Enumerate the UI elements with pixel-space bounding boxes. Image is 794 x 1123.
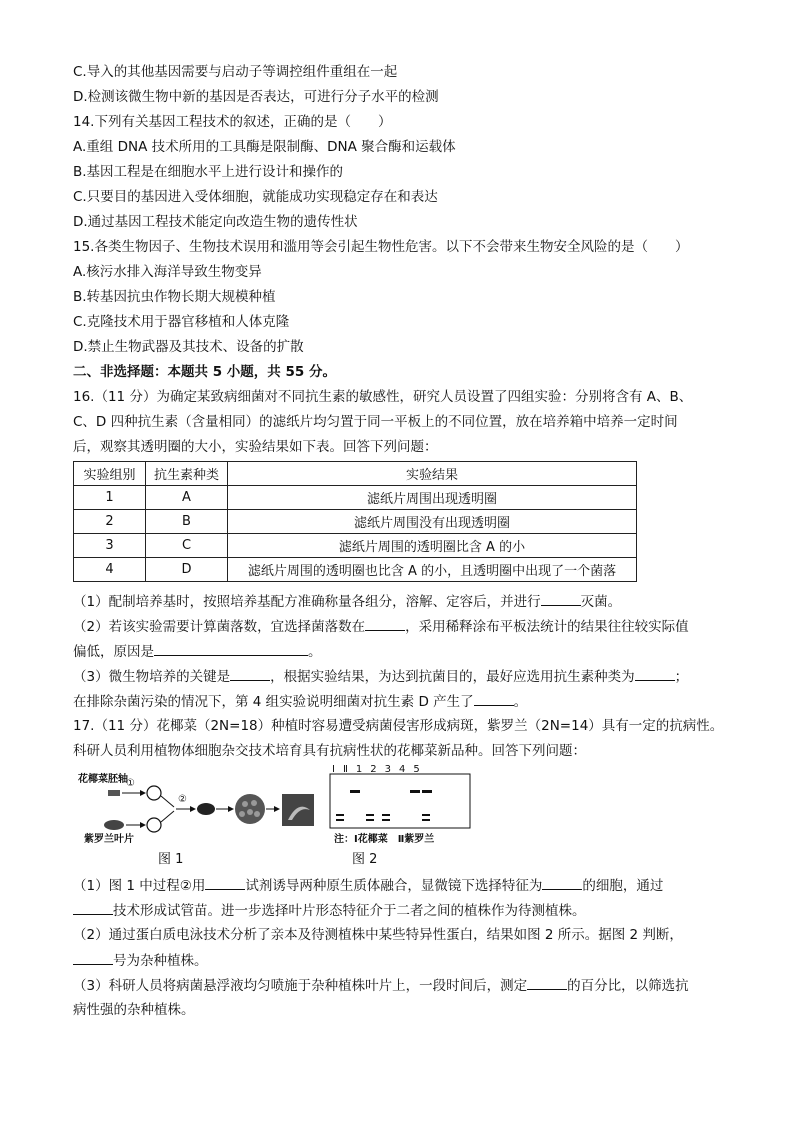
q16-intro-line: 后，观察其透明圈的大小，实验结果如下表。回答下列问题： [73, 439, 438, 455]
q17-sub3-text: （3）科研人员将病菌悬浮液均匀喷施于杂种植株叶片上，一段时间后，测定 [73, 978, 528, 994]
table-header: 实验组别 [74, 462, 146, 486]
q17-sub1-text-via: 的细胞，通过 [582, 878, 664, 894]
q16-sub2-text-cont: ，采用稀释涂布平板法统计的结果往往较实际值 [405, 619, 689, 635]
table-cell: 1 [74, 486, 146, 510]
lane-label: 1 [355, 764, 363, 775]
q16-sub3-text-semicolon: ； [674, 669, 689, 685]
protoplast-circle [147, 818, 161, 832]
table-cell: D [146, 558, 228, 582]
answer-blank[interactable] [154, 641, 308, 656]
table-cell: 滤纸片周围没有出现透明圈 [228, 510, 637, 534]
answer-blank[interactable] [527, 975, 567, 990]
gel-lane-labels [332, 764, 420, 775]
fig1-step-1: ① [126, 778, 135, 789]
q17-sub1-line2 [73, 900, 586, 921]
table-cell: B [146, 510, 228, 534]
lane-label: Ⅱ [342, 764, 348, 775]
answer-blank[interactable] [542, 875, 582, 890]
results-table [73, 461, 637, 582]
table-row [74, 534, 637, 558]
figure-1 [78, 770, 318, 845]
q16-sub3-text-d: 在排除杂菌污染的情况下，第 4 组实验说明细菌对抗生素 D 产生了 [73, 694, 474, 710]
gel-frame [330, 774, 470, 828]
gel-note: 注：Ⅰ花椰菜 Ⅱ紫罗兰 [334, 834, 435, 845]
hypocotyl-piece [108, 790, 120, 796]
protoplast-circle [147, 786, 161, 800]
answer-blank[interactable] [635, 666, 675, 681]
figure-2-caption: 图 2 [352, 852, 378, 867]
table-cell: 滤纸片周围的透明圈比含 A 的小 [228, 534, 637, 558]
q16-intro-line: 16.（11 分）为确定某致病细菌对不同抗生素的敏感性，研究人员设置了四组实验：分别将含有 A、B、 [73, 389, 693, 405]
q17-sub3-text-cont: 的百分比，以筛选抗 [567, 978, 689, 994]
q16-sub3-text-end: 。 [513, 694, 528, 710]
answer-blank[interactable] [474, 691, 514, 706]
lane-label: 4 [399, 764, 406, 775]
q13-option-c: C.导入的其他基因需要与启动子等调控组件重组在一起 [73, 64, 398, 80]
q16-sub2 [73, 616, 689, 637]
table-header: 实验结果 [228, 462, 637, 486]
fig1-step-2: ② [178, 794, 187, 805]
q17-sub1-text: （1）图 1 中过程②用 [73, 878, 206, 894]
q16-sub3-text: （3）微生物培养的关键是 [73, 669, 231, 685]
lane-label: 5 [413, 764, 420, 775]
figure-2 [326, 764, 474, 846]
q16-sub2-text: （2）若该实验需要计算菌落数，宜选择菌落数在 [73, 619, 366, 635]
section-heading: 二、非选择题：本题共 5 小题，共 55 分。 [73, 364, 336, 380]
answer-blank[interactable] [73, 950, 113, 965]
q16-sub2-text-end: 。 [308, 644, 322, 660]
q13-option-d: D.检测该微生物中新的基因是否表达，可进行分子水平的检测 [73, 89, 439, 105]
table-cell: C [146, 534, 228, 558]
figure-1-caption: 图 1 [158, 852, 184, 867]
q17-sub3 [73, 975, 689, 996]
q17-sub1-text-cont: 试剂诱导两种原生质体融合，显微镜下选择特征为 [245, 878, 543, 894]
lane-label: 3 [384, 764, 391, 775]
lane-label: 2 [370, 764, 377, 775]
answer-blank[interactable] [541, 591, 581, 606]
table-row [74, 558, 637, 582]
q15-option-c: C.克隆技术用于器官移植和人体克隆 [73, 314, 290, 330]
q17-sub1-text-end: 技术形成试管苗。进一步选择叶片形态特征介于二者之间的植株作为待测植株。 [113, 903, 586, 919]
table-header-row [74, 462, 637, 486]
q16-sub2-line2 [73, 641, 322, 662]
table-row [74, 486, 637, 510]
table-row [74, 510, 637, 534]
q16-sub3-line2 [73, 691, 527, 712]
q16-intro-line: C、D 四种抗生素（含量相同）的滤纸片均匀置于同一平板上的不同位置，放在培养箱中培养一定时间 [73, 414, 678, 430]
q17-sub2: （2）通过蛋白质电泳技术分析了亲本及待测植株中某些特异性蛋白，结果如图 2 所示。据图 2 判断， [73, 927, 683, 943]
fig1-label-hypocotyl: 花椰菜胚轴 [78, 774, 128, 785]
q16-sub2-text-reason: 偏低，原因是 [73, 644, 154, 660]
q17-sub3-line2: 病性强的杂种植株。 [73, 1002, 195, 1018]
q17-intro-line: 科研人员利用植物体细胞杂交技术培育具有抗病性状的花椰菜新品种。回答下列问题： [73, 743, 586, 759]
answer-blank[interactable] [230, 666, 270, 681]
table-cell: 滤纸片周围出现透明圈 [228, 486, 637, 510]
q15-option-a: A.核污水排入海洋导致生物变异 [73, 264, 262, 280]
q17-intro-line: 17.（11 分）花椰菜（2N=18）种植时容易遭受病菌侵害形成病斑，紫罗兰（2N=14）具有一定的抗病性。 [73, 718, 724, 734]
table-cell: 3 [74, 534, 146, 558]
q16-sub3 [73, 666, 688, 687]
answer-blank[interactable] [205, 875, 245, 890]
answer-blank[interactable] [365, 616, 405, 631]
q16-sub3-text-cont: ，根据实验结果，为达到抗菌目的，最好应选用抗生素种类为 [270, 669, 635, 685]
q16-sub1 [73, 591, 621, 612]
table-header: 抗生素种类 [146, 462, 228, 486]
q16-sub1-text: （1）配制培养基时，按照培养基配方准确称量各组分，溶解、定容后，并进行 [73, 594, 541, 610]
q14-option-c: C.只要目的基因进入受体细胞，就能成功实现稳定存在和表达 [73, 189, 438, 205]
fused-cell [197, 803, 215, 815]
q15-option-b: B.转基因抗虫作物长期大规模种植 [73, 289, 276, 305]
table-cell: 滤纸片周围的透明圈也比含 A 的小，且透明圈中出现了一个菌落 [228, 558, 637, 582]
q14-option-a: A.重组 DNA 技术所用的工具酶是限制酶、DNA 聚合酶和运载体 [73, 139, 456, 155]
lane-label: Ⅰ [332, 764, 335, 775]
table-cell: 4 [74, 558, 146, 582]
table-cell: 2 [74, 510, 146, 534]
table-cell: A [146, 486, 228, 510]
q15-stem: 15.各类生物因子、生物技术误用和滥用等会引起生物性危害。以下不会带来生物安全风险的是（ ） [73, 239, 689, 255]
q14-stem: 14.下列有关基因工程技术的叙述，正确的是（ ） [73, 114, 392, 130]
q17-sub1 [73, 875, 663, 896]
q14-option-b: B.基因工程是在细胞水平上进行设计和操作的 [73, 164, 344, 180]
q16-sub1-text-end: 灭菌。 [580, 594, 622, 610]
leaf-piece [104, 820, 124, 830]
q14-option-d: D.通过基因工程技术能定向改造生物的遗传性状 [73, 214, 358, 230]
fig1-label-leaf: 紫罗兰叶片 [84, 834, 134, 845]
q17-sub2-line2 [73, 950, 208, 971]
answer-blank[interactable] [73, 900, 113, 915]
q15-option-d: D.禁止生物武器及其技术、设备的扩散 [73, 339, 304, 355]
q17-sub2-text-end: 号为杂种植株。 [113, 953, 208, 969]
